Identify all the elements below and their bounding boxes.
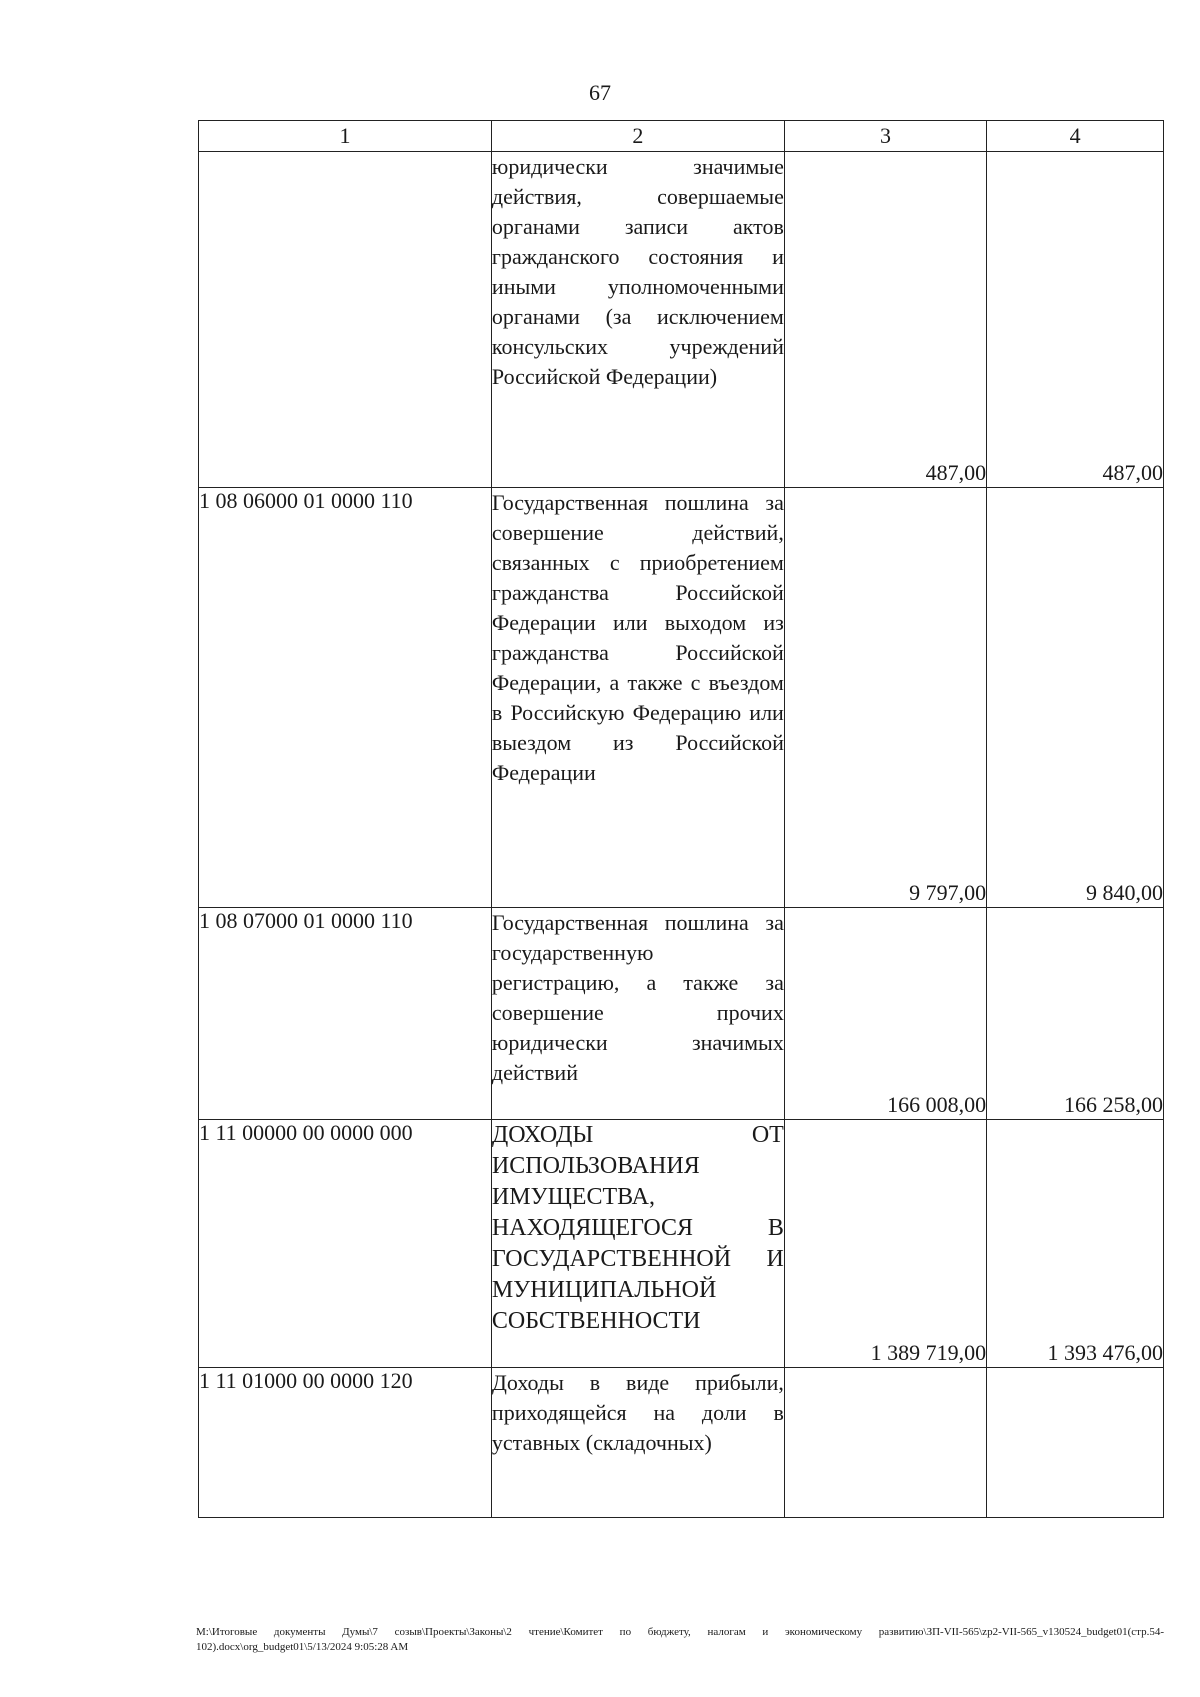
row-value-col3 bbox=[784, 908, 986, 1120]
table-row bbox=[199, 908, 1164, 1120]
row-value-col4 bbox=[987, 488, 1164, 908]
row-value-col3 bbox=[784, 152, 986, 488]
row-code: 1 08 06000 01 0000 110 bbox=[199, 488, 492, 908]
value-col3: 9 797,00 bbox=[909, 880, 987, 905]
column-header-3: 3 bbox=[784, 121, 986, 152]
budget-table bbox=[198, 120, 1164, 1518]
value-col4: 487,00 bbox=[1102, 460, 1163, 485]
row-code: 1 08 07000 01 0000 110 bbox=[199, 908, 492, 1120]
row-description: Государственная пошлина за государственную регистрацию, а также за совершение прочих юридически значимых действий bbox=[491, 908, 784, 1120]
table-row bbox=[199, 488, 1164, 908]
value-col3: 487,00 bbox=[925, 460, 987, 485]
column-header-4: 4 bbox=[987, 121, 1164, 152]
table-row bbox=[199, 152, 1164, 488]
row-description: Государственная пошлина за совершение действий, связанных с приобретением гражданства Российской Федерации или выходом из гражданства Российской Федерации, а также с въездом в Российскую Федерацию или выездом из Российской Федерации bbox=[491, 488, 784, 908]
row-description: ДОХОДЫ ОТ ИСПОЛЬЗОВАНИЯ ИМУЩЕСТВА, НАХОДЯЩЕГОСЯ В ГОСУДАРСТВЕННОЙ И МУНИЦИПАЛЬНОЙ СОБСТВЕННОСТИ bbox=[491, 1120, 784, 1368]
row-code: 1 11 01000 00 0000 120 bbox=[199, 1368, 492, 1518]
table-header-row bbox=[199, 121, 1164, 152]
column-header-1: 1 bbox=[199, 121, 492, 152]
column-header-2: 2 bbox=[491, 121, 784, 152]
row-value-col3 bbox=[784, 1368, 986, 1518]
value-col3: 1 389 719,00 bbox=[870, 1340, 987, 1365]
row-value-col3 bbox=[784, 488, 986, 908]
row-description: Доходы в виде прибыли, приходящейся на доли в уставных (складочных) bbox=[491, 1368, 784, 1518]
row-value-col4 bbox=[987, 908, 1164, 1120]
row-description: юридически значимые действия, совершаемые органами записи актов гражданского состояния и иными уполномоченными органами (за исключением консульских учреждений Российской Федерации) bbox=[491, 152, 784, 488]
table-row bbox=[199, 1368, 1164, 1518]
page-number: 67 bbox=[589, 80, 611, 105]
row-value-col4 bbox=[987, 1368, 1164, 1518]
table-row bbox=[199, 1120, 1164, 1368]
value-col4: 9 840,00 bbox=[1086, 880, 1163, 905]
row-code: 1 11 00000 00 0000 000 bbox=[199, 1120, 492, 1368]
row-value-col4 bbox=[987, 152, 1164, 488]
value-col4: 1 393 476,00 bbox=[1047, 1340, 1163, 1365]
row-value-col4 bbox=[987, 1120, 1164, 1368]
footer-file-path: М:\Итоговые документы Думы\7 созыв\Проекты\Законы\2 чтение\Комитет по бюджету, налогам и экономическому развитию\ЗП-VII-565\zp2-VII-565_v130524_budget01(стр.54-102).docx\org_budget01\5/13/2024 9:05:28 AM bbox=[196, 1626, 1164, 1653]
row-value-col3 bbox=[784, 1120, 986, 1368]
row-code bbox=[199, 152, 492, 488]
value-col3: 166 008,00 bbox=[887, 1092, 987, 1117]
value-col4: 166 258,00 bbox=[1064, 1092, 1163, 1117]
